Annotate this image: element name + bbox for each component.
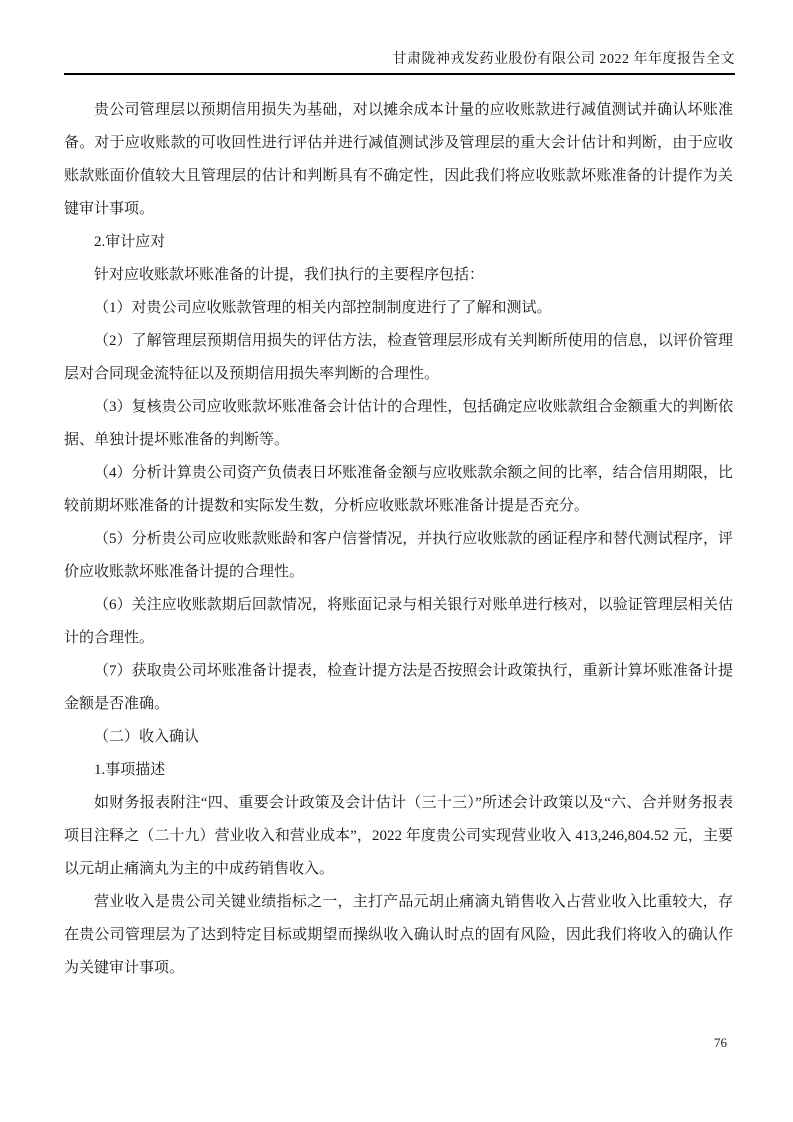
heading-audit-response: 2.审计应对 xyxy=(94,234,166,250)
report-header-title: 甘肃陇神戎发药业股份有限公司 2022 年年度报告全文 xyxy=(392,52,735,67)
list-item-procedure-5: （5）分析贵公司应收账款账龄和客户信誉情况，并执行应收账款的函证程序和替代测试程序，评价应收账款坏账准备计提的合理性。 xyxy=(64,531,733,580)
list-item-procedure-4: （4）分析计算贵公司资产负债表日坏账准备金额与应收账款余额之间的比率，结合信用期限，比较前期坏账准备的计提数和实际发生数，分析应收账款坏账准备计提是否充分。 xyxy=(64,465,733,514)
paragraph-revenue-risk: 营业收入是贵公司关键业绩指标之一，主打产品元胡止痛滴丸销售收入占营业收入比重较大，存在贵公司管理层为了达到特定目标或期望而操纵收入确认时点的固有风险，因此我们将收入的确认作为关键审计事项。 xyxy=(64,894,733,976)
heading-revenue-recognition: （二）收入确认 xyxy=(94,729,200,745)
list-item-procedure-2: （2）了解管理层预期信用损失的评估方法，检查管理层形成有关判断所使用的信息，以评价管理层对合同现金流特征以及预期信用损失率判断的合理性。 xyxy=(64,333,733,382)
paragraph-procedures-intro: 针对应收账款坏账准备的计提，我们执行的主要程序包括： xyxy=(94,267,485,283)
list-item-procedure-7: （7）获取贵公司坏账准备计提表，检查计提方法是否按照会计政策执行，重新计算坏账准备计提金额是否准确。 xyxy=(64,663,733,712)
paragraph-accounts-receivable-risk: 贵公司管理层以预期信用损失为基础，对以摊余成本计量的应收账款进行减值测试并确认坏账准备。对于应收账款的可收回性进行评估并进行减值测试涉及管理层的重大会计估计和判断，由于应收账款账面价值较大且管理层的估计和判断具有不确定性，因此我们将应收账款坏账准备的计提作为关键审计事项。 xyxy=(64,102,733,217)
list-item-procedure-1: （1）对贵公司应收账款管理的相关内部控制制度进行了了解和测试。 xyxy=(94,300,552,316)
list-item-procedure-3: （3）复核贵公司应收账款坏账准备会计估计的合理性，包括确定应收账款组合金额重大的判断依据、单独计提坏账准备的判断等。 xyxy=(64,399,733,448)
page-number: 76 xyxy=(714,1035,727,1050)
header-divider xyxy=(64,73,735,75)
page-header xyxy=(64,50,735,83)
list-item-procedure-6: （6）关注应收账款期后回款情况，将账面记录与相关银行对账单进行核对，以验证管理层相关估计的合理性。 xyxy=(64,597,733,646)
page-body xyxy=(64,94,733,985)
paragraph-revenue-figures: 如财务报表附注“四、重要会计政策及会计估计（三十三）”所述会计政策以及“六、合并财务报表项目注释之（二十九）营业收入和营业成本”，2022 年度贵公司实现营业收入 413,246,804.52 元，主要以元胡止痛滴丸为主的中成药销售收入。 xyxy=(64,795,733,877)
heading-matter-description: 1.事项描述 xyxy=(94,762,166,778)
